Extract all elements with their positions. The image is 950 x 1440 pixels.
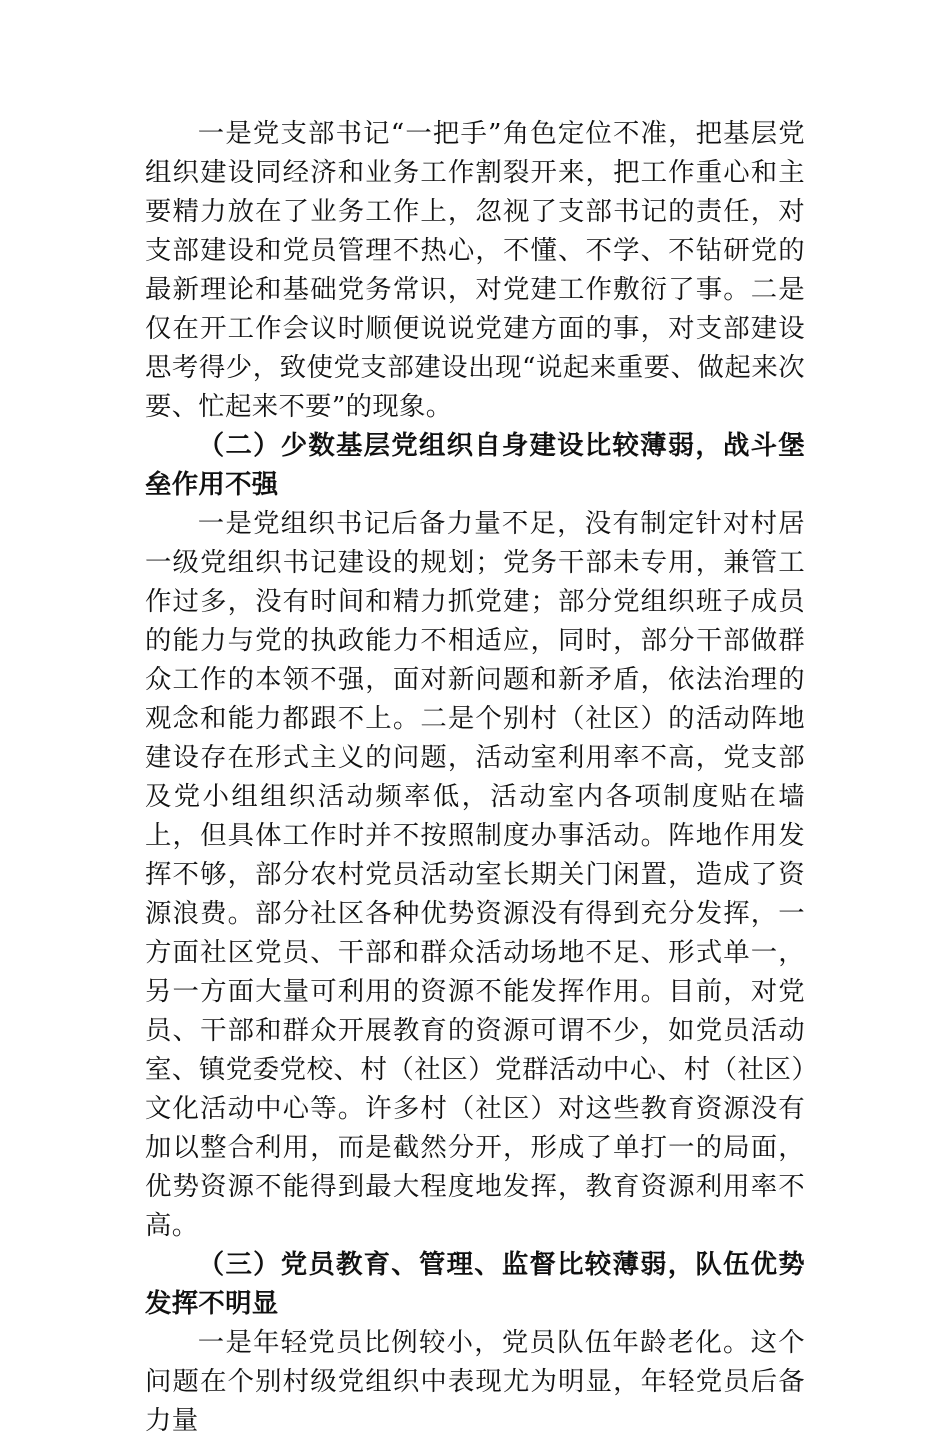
paragraph-body: 一是党支部书记“一把手”角色定位不准，把基层党组织建设同经济和业务工作割裂开来，把工作重心和主要精力放在了业务工作上，忽视了支部书记的责任，对支部建设和党员管理不热心，不懂、不学、不钻研党的最新理论和基础党务常识，对党建工作敷衍了事。二是仅在开工作会议时顺便说说党建方面的事，对支部建设思考得少，致使党支部建设出现“说起来重要、做起来次要、忙起来不要”的现象。 [145,118,805,422]
document-page [145,114,805,1440]
section-heading: （三）党员教育、管理、监督比较薄弱，队伍优势发挥不明显 [145,1249,805,1319]
paragraph-body: 一是年轻党员比例较小，党员队伍年龄老化。这个问题在个别村级党组织中表现尤为明显，年轻党员后备力量 [145,1327,805,1436]
section-heading: （二）少数基层党组织自身建设比较薄弱，战斗堡垒作用不强 [145,430,805,500]
paragraph-body: 一是党组织书记后备力量不足，没有制定针对村居一级党组织书记建设的规划；党务干部未专用，兼管工作过多，没有时间和精力抓党建；部分党组织班子成员的能力与党的执政能力不相适应，同时，部分干部做群众工作的本领不强，面对新问题和新矛盾，依法治理的观念和能力都跟不上。二是个别村（社区）的活动阵地建设存在形式主义的问题，活动室利用率不高，党支部及党小组组织活动频率低，活动室内各项制度贴在墙上，但具体工作时并不按照制度办事活动。阵地作用发挥不够，部分农村党员活动室长期关门闲置，造成了资源浪费。部分社区各种优势资源没有得到充分发挥，一方面社区党员、干部和群众活动场地不足、形式单一，另一方面大量可利用的资源不能发挥作用。目前，对党员、干部和群众开展教育的资源可谓不少，如党员活动室、镇党委党校、村（社区）党群活动中心、村（社区）文化活动中心等。许多村（社区）对这些教育资源没有加以整合利用，而是截然分开，形成了单打一的局面，优势资源不能得到最大程度地发挥，教育资源利用率不高。 [145,508,805,1241]
